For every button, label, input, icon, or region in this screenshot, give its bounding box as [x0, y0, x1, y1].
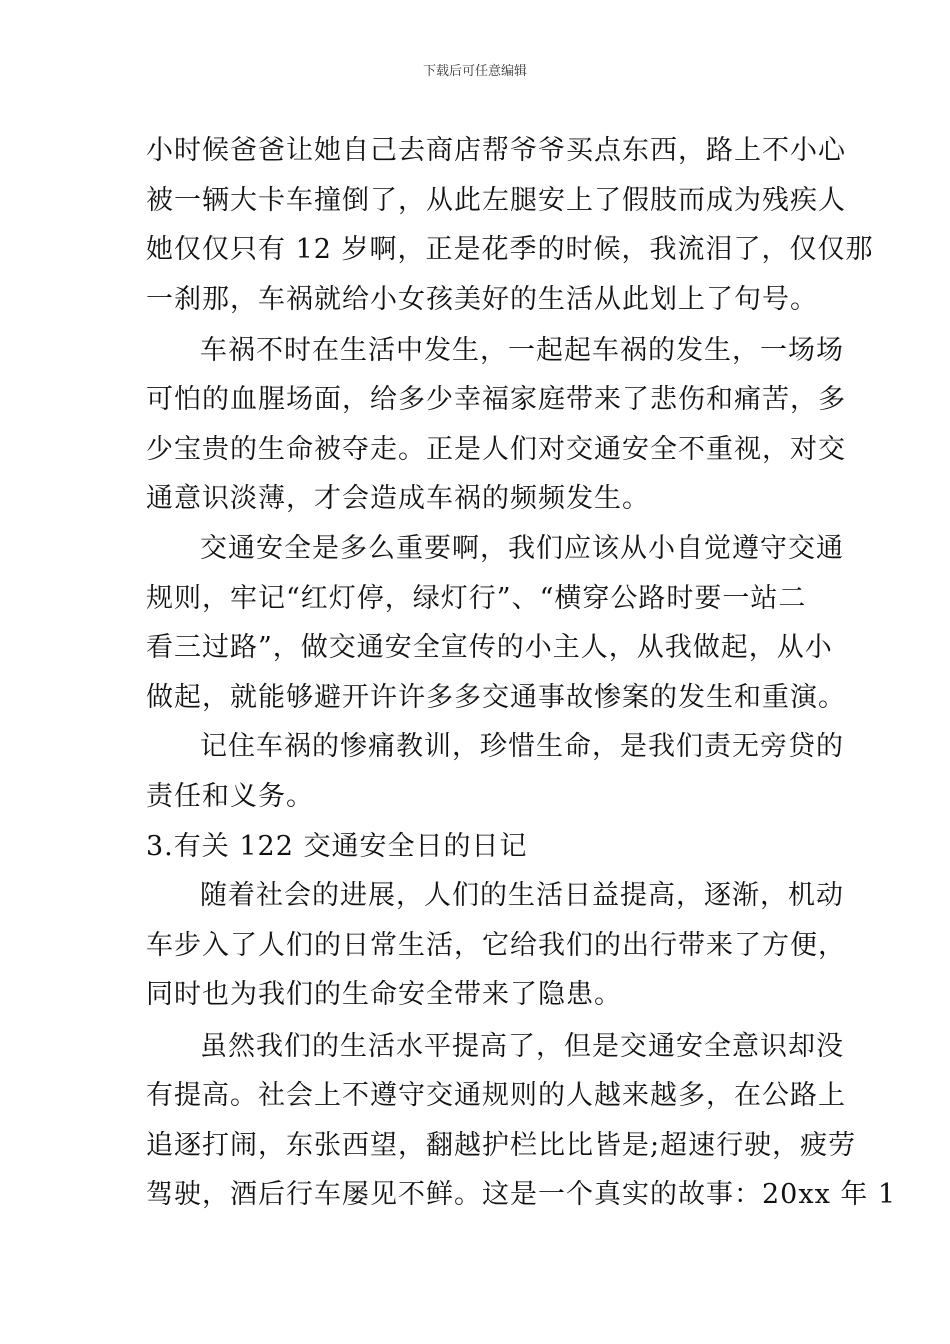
text-line: 小时候爸爸让她自己去商店帮爷爷买点东西，路上不小心: [146, 135, 846, 166]
text-line: 可怕的血腥场面，给多少幸福家庭带来了悲伤和痛苦，多: [146, 384, 846, 415]
text-line: 一刹那，车祸就给小女孩美好的生活从此划上了句号。: [146, 284, 818, 315]
text-line: 追逐打闹，东张西望，翻越护栏比比皆是;超速行驶，疲劳: [146, 1130, 857, 1161]
paragraph-start-line: 记住车祸的惨痛教训，珍惜生命，是我们责无旁贷的: [200, 731, 844, 762]
text-line: 少宝贵的生命被夺走。正是人们对交通安全不重视，对交: [146, 434, 846, 465]
paragraph-start-line: 交通安全是多么重要啊，我们应该从小自觉遵守交通: [200, 533, 844, 564]
text-line: 车步入了人们的日常生活，它给我们的出行带来了方便，: [146, 930, 846, 961]
section-heading: 3.有关 122 交通安全日的日记: [146, 831, 528, 862]
text-line: 看三过路”，做交通安全宣传的小主人，从我做起，从小: [146, 632, 833, 663]
page-header: 下载后可任意编辑: [422, 64, 527, 79]
text-line: 她仅仅只有 12 岁啊，正是花季的时候，我流泪了，仅仅那: [146, 234, 874, 265]
text-line: 驾驶，酒后行车屡见不鲜。这是一个真实的故事：20xx 年 1: [146, 1179, 897, 1210]
text-line: 责任和义务。: [146, 781, 314, 812]
text-line: 被一辆大卡车撞倒了，从此左腿安上了假肢而成为残疾人: [146, 185, 846, 216]
paragraph-start-line: 车祸不时在生活中发生，一起起车祸的发生，一场场: [200, 335, 844, 366]
paragraph-start-line: 虽然我们的生活水平提高了，但是交通安全意识却没: [200, 1031, 844, 1062]
text-line: 规则，牢记“红灯停，绿灯行”、“横穿公路时要一站二: [146, 583, 807, 614]
paragraph-start-line: 随着社会的进展，人们的生活日益提高，逐渐，机动: [200, 880, 844, 911]
text-line: 做起，就能够避开许许多多交通事故惨案的发生和重演。: [146, 682, 846, 713]
text-line: 通意识淡薄，才会造成车祸的频频发生。: [146, 483, 650, 514]
text-line: 同时也为我们的生命安全带来了隐患。: [146, 979, 622, 1010]
text-line: 有提高。社会上不遵守交通规则的人越来越多，在公路上: [146, 1080, 846, 1111]
